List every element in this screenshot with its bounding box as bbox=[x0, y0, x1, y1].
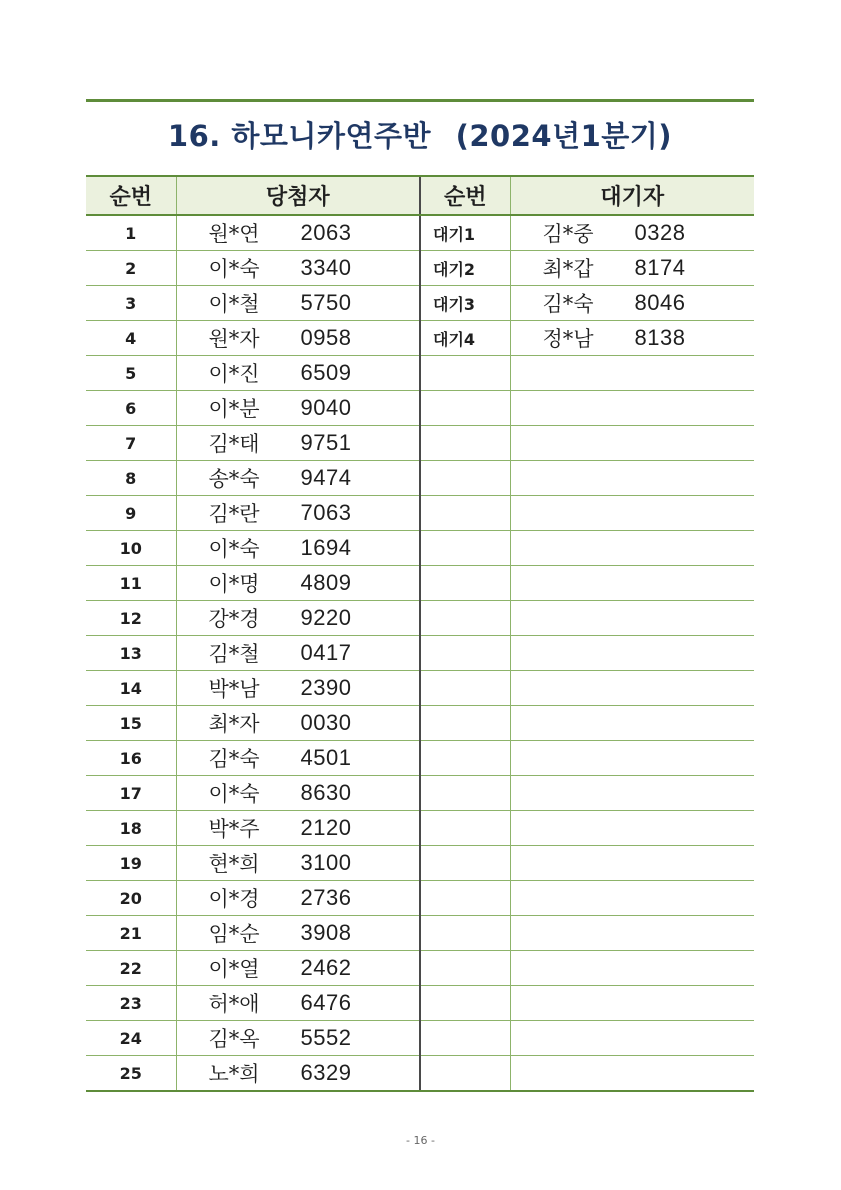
waitlist-cell bbox=[510, 321, 754, 356]
top-rule bbox=[86, 99, 754, 102]
waitlist-cell bbox=[510, 846, 754, 881]
waitlist-cell bbox=[510, 986, 754, 1021]
winner-number: 7063 bbox=[300, 500, 352, 525]
waitlist-rank: 대기1 bbox=[420, 215, 510, 251]
waitlist-cell bbox=[510, 391, 754, 426]
table-row bbox=[86, 706, 754, 741]
winner-cell bbox=[176, 671, 420, 706]
winner-cell bbox=[176, 566, 420, 601]
winner-number: 6476 bbox=[300, 990, 352, 1015]
winner-cell bbox=[176, 1021, 420, 1056]
waitlist-cell bbox=[510, 881, 754, 916]
waitlist-rank bbox=[420, 916, 510, 951]
waitlist-cell bbox=[510, 811, 754, 846]
waitlist-cell bbox=[510, 566, 754, 601]
winner-number: 8630 bbox=[300, 780, 352, 805]
winner-number: 3340 bbox=[300, 255, 352, 280]
winner-rank: 21 bbox=[86, 916, 176, 951]
winner-rank: 19 bbox=[86, 846, 176, 881]
winner-cell bbox=[176, 636, 420, 671]
winner-name: 김*숙 bbox=[208, 747, 260, 771]
winner-entry bbox=[177, 636, 420, 670]
winner-name: 김*태 bbox=[208, 432, 260, 456]
table-row bbox=[86, 461, 754, 496]
winner-entry bbox=[177, 811, 420, 845]
table-header-row bbox=[86, 176, 754, 215]
winner-rank: 4 bbox=[86, 321, 176, 356]
winner-entry bbox=[177, 251, 420, 285]
waitlist-rank bbox=[420, 531, 510, 566]
winner-rank: 3 bbox=[86, 286, 176, 321]
winner-cell bbox=[176, 986, 420, 1021]
winner-cell bbox=[176, 286, 420, 321]
waitlist-cell bbox=[510, 215, 754, 251]
winner-entry bbox=[177, 671, 420, 705]
winner-name: 박*남 bbox=[208, 677, 260, 701]
waitlist-name: 김*중 bbox=[542, 222, 594, 246]
waitlist-rank bbox=[420, 881, 510, 916]
winner-number: 6329 bbox=[300, 1060, 352, 1085]
winner-rank: 14 bbox=[86, 671, 176, 706]
winner-cell bbox=[176, 881, 420, 916]
waitlist-rank bbox=[420, 846, 510, 881]
winner-name: 김*철 bbox=[208, 642, 260, 666]
waitlist-entry bbox=[511, 216, 755, 250]
waitlist-cell bbox=[510, 916, 754, 951]
winner-name: 이*숙 bbox=[208, 257, 260, 281]
winner-number: 9220 bbox=[300, 605, 352, 630]
table-row bbox=[86, 636, 754, 671]
winner-name: 강*경 bbox=[208, 607, 260, 631]
winner-rank: 17 bbox=[86, 776, 176, 811]
title-number: 16. bbox=[167, 119, 221, 153]
winner-entry bbox=[177, 741, 420, 775]
waitlist-rank bbox=[420, 951, 510, 986]
waitlist-name: 김*숙 bbox=[542, 292, 594, 316]
waitlist-entry bbox=[511, 321, 755, 355]
winner-rank: 18 bbox=[86, 811, 176, 846]
table-body bbox=[86, 215, 754, 1091]
waitlist-number: 8138 bbox=[634, 325, 686, 350]
winner-rank: 23 bbox=[86, 986, 176, 1021]
winner-number: 9040 bbox=[300, 395, 352, 420]
winner-rank: 6 bbox=[86, 391, 176, 426]
waitlist-entry bbox=[511, 286, 755, 320]
winner-entry bbox=[177, 216, 420, 250]
winner-cell bbox=[176, 215, 420, 251]
table-row bbox=[86, 1056, 754, 1092]
winner-name: 이*숙 bbox=[208, 537, 260, 561]
winner-name: 이*명 bbox=[208, 572, 260, 596]
table-row bbox=[86, 671, 754, 706]
winner-rank: 9 bbox=[86, 496, 176, 531]
winner-name: 김*옥 bbox=[208, 1027, 260, 1051]
winner-cell bbox=[176, 706, 420, 741]
waitlist-rank bbox=[420, 496, 510, 531]
table-row bbox=[86, 951, 754, 986]
waitlist-cell bbox=[510, 286, 754, 321]
waitlist-cell bbox=[510, 531, 754, 566]
waitlist-number: 0328 bbox=[634, 220, 686, 245]
winner-name: 이*철 bbox=[208, 292, 260, 316]
winner-rank: 10 bbox=[86, 531, 176, 566]
winner-cell bbox=[176, 811, 420, 846]
waitlist-cell bbox=[510, 671, 754, 706]
winner-name: 김*란 bbox=[208, 502, 260, 526]
table-row bbox=[86, 321, 754, 356]
winner-name: 원*연 bbox=[208, 222, 260, 246]
waitlist-entry bbox=[511, 251, 755, 285]
winner-number: 0958 bbox=[300, 325, 352, 350]
winner-number: 5750 bbox=[300, 290, 352, 315]
winner-rank: 5 bbox=[86, 356, 176, 391]
winner-cell bbox=[176, 461, 420, 496]
waitlist-rank bbox=[420, 1021, 510, 1056]
winner-number: 3908 bbox=[300, 920, 352, 945]
waitlist-rank bbox=[420, 356, 510, 391]
waitlist-rank bbox=[420, 706, 510, 741]
winner-entry bbox=[177, 916, 420, 950]
winner-number: 4809 bbox=[300, 570, 352, 595]
waitlist-rank: 대기4 bbox=[420, 321, 510, 356]
table-row bbox=[86, 531, 754, 566]
winner-name: 박*주 bbox=[208, 817, 260, 841]
waitlist-rank bbox=[420, 811, 510, 846]
winner-name: 이*열 bbox=[208, 957, 260, 981]
winner-rank: 24 bbox=[86, 1021, 176, 1056]
waitlist-rank bbox=[420, 741, 510, 776]
winner-entry bbox=[177, 951, 420, 985]
winner-name: 송*숙 bbox=[208, 467, 260, 491]
header-waitlist-rank: 순번 bbox=[420, 176, 510, 215]
winner-rank: 8 bbox=[86, 461, 176, 496]
winner-entry bbox=[177, 461, 420, 495]
winner-entry bbox=[177, 1056, 420, 1090]
winner-cell bbox=[176, 951, 420, 986]
winner-name: 이*분 bbox=[208, 397, 260, 421]
winner-rank: 15 bbox=[86, 706, 176, 741]
winner-entry bbox=[177, 986, 420, 1020]
winner-number: 5552 bbox=[300, 1025, 352, 1050]
winner-name: 허*애 bbox=[208, 992, 260, 1016]
winner-entry bbox=[177, 846, 420, 880]
waitlist-rank bbox=[420, 601, 510, 636]
table-row bbox=[86, 986, 754, 1021]
winner-entry bbox=[177, 776, 420, 810]
winner-number: 2120 bbox=[300, 815, 352, 840]
table-row bbox=[86, 496, 754, 531]
waitlist-rank bbox=[420, 566, 510, 601]
winner-cell bbox=[176, 531, 420, 566]
winner-number: 2390 bbox=[300, 675, 352, 700]
title-text: 하모니카연주반 bbox=[231, 119, 432, 153]
winner-rank: 1 bbox=[86, 215, 176, 251]
winner-cell bbox=[176, 321, 420, 356]
winner-rank: 22 bbox=[86, 951, 176, 986]
waitlist-cell bbox=[510, 741, 754, 776]
winner-rank: 12 bbox=[86, 601, 176, 636]
winner-number: 2063 bbox=[300, 220, 352, 245]
winner-rank: 2 bbox=[86, 251, 176, 286]
table-row bbox=[86, 776, 754, 811]
winner-cell bbox=[176, 356, 420, 391]
waitlist-cell bbox=[510, 601, 754, 636]
winner-number: 0030 bbox=[300, 710, 352, 735]
winner-cell bbox=[176, 391, 420, 426]
page-title bbox=[86, 114, 754, 155]
winner-entry bbox=[177, 601, 420, 635]
waitlist-rank bbox=[420, 461, 510, 496]
waitlist-cell bbox=[510, 706, 754, 741]
waitlist-rank bbox=[420, 986, 510, 1021]
winner-number: 9751 bbox=[300, 430, 352, 455]
table-row bbox=[86, 741, 754, 776]
waitlist-cell bbox=[510, 251, 754, 286]
winner-number: 2462 bbox=[300, 955, 352, 980]
winner-entry bbox=[177, 286, 420, 320]
waitlist-cell bbox=[510, 636, 754, 671]
winner-entry bbox=[177, 706, 420, 740]
waitlist-cell bbox=[510, 1056, 754, 1092]
waitlist-rank bbox=[420, 426, 510, 461]
table-row bbox=[86, 426, 754, 461]
winner-rank: 25 bbox=[86, 1056, 176, 1092]
waitlist-rank bbox=[420, 671, 510, 706]
winner-number: 1694 bbox=[300, 535, 352, 560]
waitlist-cell bbox=[510, 461, 754, 496]
table-row bbox=[86, 881, 754, 916]
waitlist-rank bbox=[420, 776, 510, 811]
table-row bbox=[86, 286, 754, 321]
winner-entry bbox=[177, 321, 420, 355]
waitlist-rank bbox=[420, 391, 510, 426]
winner-entry bbox=[177, 356, 420, 390]
table-row bbox=[86, 251, 754, 286]
winner-number: 0417 bbox=[300, 640, 352, 665]
winner-entry bbox=[177, 391, 420, 425]
winner-entry bbox=[177, 1021, 420, 1055]
winner-number: 4501 bbox=[300, 745, 352, 770]
winner-rank: 7 bbox=[86, 426, 176, 461]
winner-number: 6509 bbox=[300, 360, 352, 385]
waitlist-rank bbox=[420, 1056, 510, 1092]
waitlist-cell bbox=[510, 496, 754, 531]
table-row bbox=[86, 215, 754, 251]
waitlist-cell bbox=[510, 951, 754, 986]
winner-cell bbox=[176, 251, 420, 286]
header-waitlist: 대기자 bbox=[510, 176, 754, 215]
winner-cell bbox=[176, 846, 420, 881]
winner-rank: 13 bbox=[86, 636, 176, 671]
winner-rank: 11 bbox=[86, 566, 176, 601]
winner-entry bbox=[177, 881, 420, 915]
table-row bbox=[86, 601, 754, 636]
winner-rank: 20 bbox=[86, 881, 176, 916]
table-row bbox=[86, 356, 754, 391]
winner-rank: 16 bbox=[86, 741, 176, 776]
waitlist-cell bbox=[510, 1021, 754, 1056]
waitlist-number: 8046 bbox=[634, 290, 686, 315]
table-row bbox=[86, 1021, 754, 1056]
header-rank: 순번 bbox=[86, 176, 176, 215]
winner-number: 2736 bbox=[300, 885, 352, 910]
waitlist-name: 최*갑 bbox=[542, 257, 594, 281]
winner-entry bbox=[177, 531, 420, 565]
winner-name: 이*경 bbox=[208, 887, 260, 911]
winner-name: 최*자 bbox=[208, 712, 260, 736]
waitlist-cell bbox=[510, 776, 754, 811]
winner-cell bbox=[176, 916, 420, 951]
winner-cell bbox=[176, 741, 420, 776]
winner-number: 3100 bbox=[300, 850, 352, 875]
winner-name: 임*순 bbox=[208, 922, 260, 946]
waitlist-rank bbox=[420, 636, 510, 671]
winner-cell bbox=[176, 426, 420, 461]
waitlist-rank: 대기3 bbox=[420, 286, 510, 321]
table-row bbox=[86, 391, 754, 426]
waitlist-cell bbox=[510, 426, 754, 461]
winner-name: 이*숙 bbox=[208, 782, 260, 806]
winner-cell bbox=[176, 496, 420, 531]
waitlist-number: 8174 bbox=[634, 255, 686, 280]
winner-entry bbox=[177, 496, 420, 530]
page-number: - 16 - bbox=[406, 1134, 435, 1147]
winner-cell bbox=[176, 776, 420, 811]
table-row bbox=[86, 566, 754, 601]
table-row bbox=[86, 811, 754, 846]
waitlist-name: 정*남 bbox=[542, 327, 594, 351]
winner-entry bbox=[177, 566, 420, 600]
header-winners: 당첨자 bbox=[176, 176, 420, 215]
winner-number: 9474 bbox=[300, 465, 352, 490]
winner-cell bbox=[176, 601, 420, 636]
waitlist-rank: 대기2 bbox=[420, 251, 510, 286]
winner-name: 원*자 bbox=[208, 327, 260, 351]
title-period: (2024년1분기) bbox=[455, 119, 673, 153]
table-row bbox=[86, 846, 754, 881]
winner-cell bbox=[176, 1056, 420, 1092]
lottery-results-table bbox=[86, 175, 754, 1092]
table-row bbox=[86, 916, 754, 951]
winner-name: 노*희 bbox=[208, 1062, 260, 1086]
winner-name: 현*희 bbox=[208, 852, 260, 876]
winner-name: 이*진 bbox=[208, 362, 260, 386]
waitlist-cell bbox=[510, 356, 754, 391]
winner-entry bbox=[177, 426, 420, 460]
